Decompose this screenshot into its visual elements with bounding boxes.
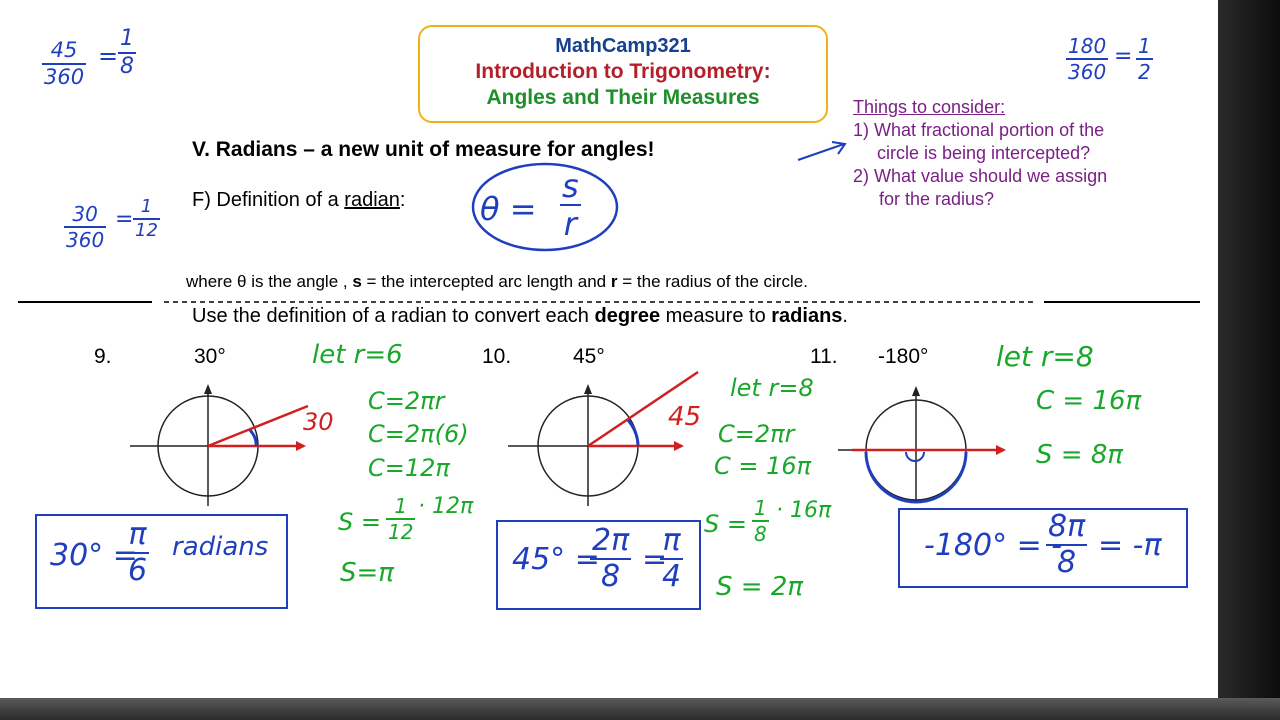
formula-theta-equals: θ = [480, 190, 537, 228]
note-45-over-360: 45 360 [44, 38, 85, 89]
problem-10-answer-lhs: 45° = [512, 542, 600, 577]
problem-10-let-r: let r=8 [730, 374, 814, 402]
considerations-block [853, 96, 1107, 211]
note-equals: = [98, 42, 119, 70]
problem-10-answer-fraction-2: π 4 [662, 523, 682, 594]
bottom-frame-edge [0, 698, 1280, 720]
consideration-1: 1) What fractional portion of the [853, 120, 1105, 140]
problem-9-arc-equals: S = [338, 508, 381, 536]
problem-10-angle-label: 45 [668, 402, 702, 432]
problem-9-answer-lhs: 30° = [50, 538, 138, 573]
note-one-eighth: 1 8 [120, 26, 134, 79]
problem-9-number: 9. [94, 345, 112, 368]
problem-10-number: 10. [482, 345, 512, 368]
title-box [418, 25, 828, 123]
instruction-line: Use the definition of a radian to convert each degree measure to radians. [192, 305, 848, 327]
note-30-over-360: 30 360 [66, 202, 105, 252]
problem-11-answer-lhs: -180° = - [924, 528, 1063, 563]
problem-10-answer-equals: = [642, 542, 668, 577]
consideration-1-cont: circle is being intercepted? [877, 143, 1091, 163]
note-180-over-360: 180 360 [1068, 34, 1107, 84]
definition-line [192, 189, 405, 212]
problem-10-answer-fraction-1: 2π 8 [592, 523, 630, 594]
problem-10-degree: 45° [573, 345, 605, 368]
problem-9-circle-diagram [128, 380, 348, 510]
consideration-2-cont: for the radius? [879, 189, 995, 209]
definition-term: radian [344, 189, 400, 211]
note-equals-3: = [1114, 44, 1133, 69]
considerations-title: Things to consider: [853, 97, 1006, 117]
note-equals-2: = [115, 207, 134, 232]
problem-10-circumference-value: C = 16π [714, 452, 812, 480]
problem-11-number: 11. [810, 345, 838, 368]
problem-9-circumference-formula: C=2πr [368, 387, 445, 415]
problem-9-angle-label: 30 [303, 408, 334, 436]
problem-11-circumference: C = 16π [1036, 386, 1142, 416]
where-line: where θ is the angle , s = the intercepted arc length and r = the radius of the circle. [186, 272, 808, 291]
problem-9-degree: 30° [194, 345, 226, 368]
problem-11-let-r: let r=8 [996, 340, 1094, 373]
title-line-1: Introduction to Trigonometry: [475, 60, 771, 83]
problem-10-arc-fraction: 1 8 [754, 496, 767, 546]
problem-9-answer-unit: radians [172, 532, 269, 562]
channel-name: MathCamp321 [555, 35, 691, 57]
section-heading: V. Radians – a new unit of measure for angles! [192, 138, 655, 161]
note-one-twelfth: 1 12 [135, 196, 158, 241]
problem-11-circle-diagram [836, 380, 1016, 505]
note-one-half: 1 2 [1138, 34, 1151, 84]
problem-10-arc-result: S = 2π [716, 572, 804, 602]
problem-9-let-r: let r=6 [312, 340, 403, 370]
problem-9-arc-times: · 12π [418, 494, 474, 519]
problem-9-arc-result: S=π [340, 558, 394, 588]
problem-9-arc-fraction: 1 12 [388, 494, 414, 544]
title-line-2: Angles and Their Measures [486, 86, 760, 109]
consideration-2: 2) What value should we assign [853, 166, 1108, 186]
problem-11-degree: -180° [878, 345, 929, 368]
problem-9-answer-fraction: π 6 [128, 517, 148, 588]
problem-10-arc-times: · 16π [776, 498, 832, 523]
problem-10-arc-equals: S = [704, 510, 747, 538]
definition-label: F) Definition of a [192, 189, 339, 211]
definition-colon: : [399, 189, 406, 211]
problem-11-answer-fraction: 8π 8 [1048, 509, 1086, 580]
problem-10-circle-diagram [506, 370, 706, 510]
formula-s-over-r: s r [562, 167, 579, 243]
pointer-arrow-icon [792, 136, 854, 166]
problem-10-circumference-formula: C=2πr [718, 420, 795, 448]
problem-11-arc: S = 8π [1036, 440, 1124, 470]
problem-9-circumference-value: C=12π [368, 454, 450, 482]
problem-11-answer-rhs: = -π [1098, 528, 1162, 563]
right-frame-edge [1218, 0, 1280, 720]
problem-9-circumference-sub: C=2π(6) [368, 420, 469, 448]
